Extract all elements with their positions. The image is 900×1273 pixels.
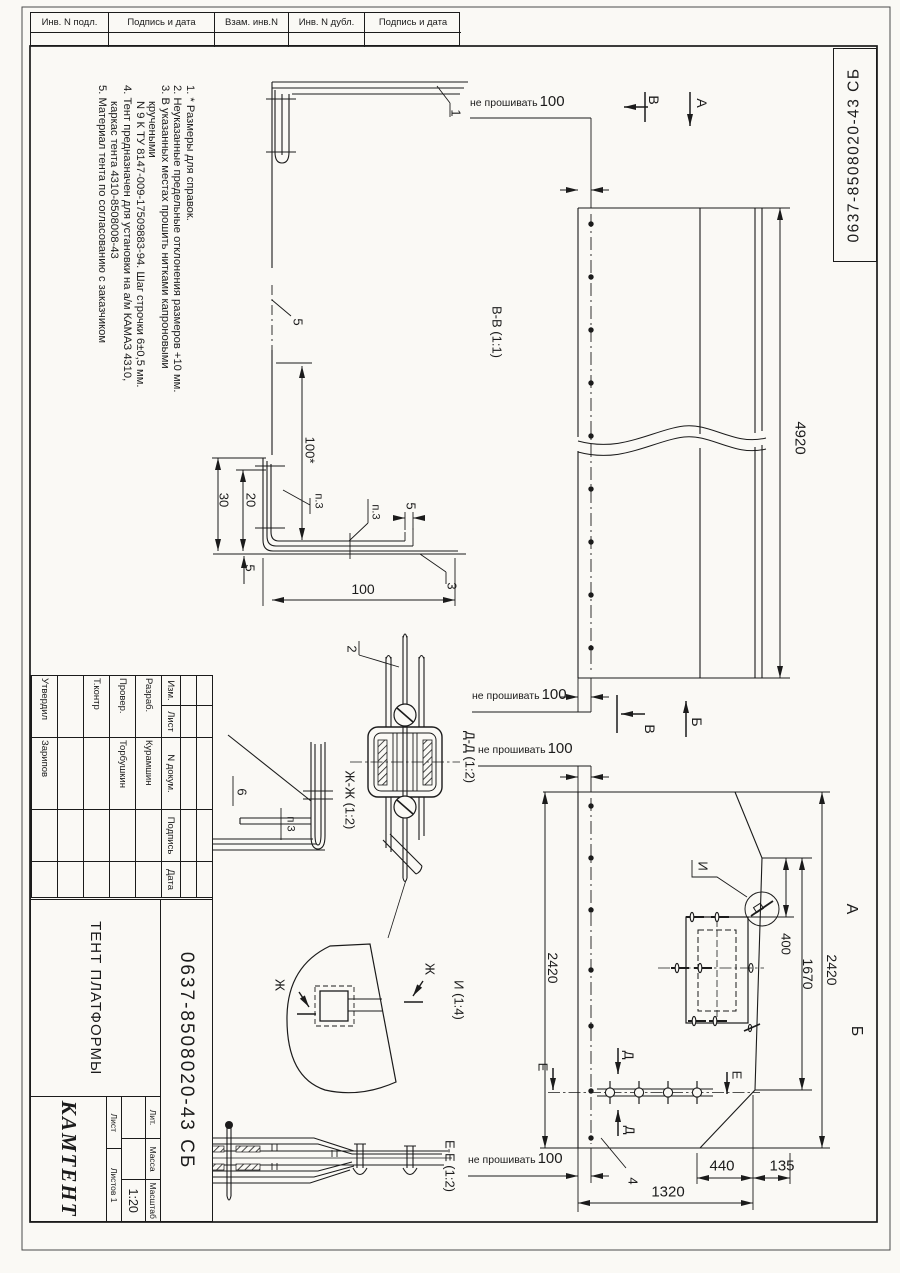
strip-cell: Подпись и дата xyxy=(365,13,461,33)
view-main-panel xyxy=(470,92,790,737)
strip-cell: Инв. N дубл. xyxy=(289,13,365,33)
stitch-note-p3-1: п.3 xyxy=(312,493,325,509)
item-6: 6 xyxy=(234,788,250,796)
dim-135: 135 xyxy=(769,1157,795,1175)
dim-4920: 4920 xyxy=(791,421,809,455)
title-block-right xyxy=(31,900,212,1221)
no-stitch-note-4: не прошивать 100 xyxy=(468,1150,563,1167)
view-letter-a: А xyxy=(843,903,860,915)
mark-zh-right: Ж xyxy=(422,962,438,976)
no-stitch-note-2: не прошивать 100 xyxy=(472,686,567,703)
note-line: 3. В указанных местах прошить нитками капроновыми xyxy=(158,85,171,369)
mark-a-top: А xyxy=(694,98,710,108)
tb-h-ndokum: N докум. xyxy=(161,738,180,810)
tb-name xyxy=(57,738,83,810)
item-3: 3 xyxy=(444,582,460,590)
note-line: 1. * Размеры для справок. xyxy=(184,85,196,221)
view-i-flap xyxy=(287,944,423,1093)
dim-440: 440 xyxy=(709,1157,735,1175)
tb-h-list: Лист xyxy=(161,706,180,738)
tb-sheets-label: Листов 1 xyxy=(109,1167,119,1203)
tb-sheet-label: Лист xyxy=(107,1097,121,1149)
pin xyxy=(225,1121,233,1200)
mark-d-lower: Д xyxy=(622,1125,638,1135)
dim-1670: 1670 xyxy=(800,958,816,990)
mark-i: И xyxy=(695,861,711,871)
dim-5-right: 5 xyxy=(403,502,419,510)
no-stitch-note-3: не прошивать 100 xyxy=(478,740,573,757)
mark-e-left: Е xyxy=(535,1062,551,1072)
toggle-fasteners xyxy=(671,912,753,1025)
dim-100-section: 100 xyxy=(351,581,375,597)
tb-name xyxy=(83,738,109,810)
tb-h-podpis: Подпись xyxy=(161,810,180,862)
view-label-dd: Д-Д (1:2) xyxy=(462,730,478,784)
view-label-zhzh: Ж-Ж (1:2) xyxy=(342,770,358,830)
tb-name: Зарипов xyxy=(31,738,57,810)
note-line: 5. Материал тента по согласованию с заказчиком xyxy=(95,85,108,344)
view-letter-b: Б xyxy=(848,1025,865,1037)
tb-mass-label: Масса xyxy=(146,1139,160,1181)
item-4: 4 xyxy=(625,1177,641,1185)
view-label-ee: Е-Е (1:2) xyxy=(442,1139,458,1193)
rivets xyxy=(353,1144,417,1175)
view-end-panel xyxy=(468,766,830,1212)
note-line: 4. Тент предназначен для установки на а/м КАМАЗ 4310, xyxy=(121,85,134,382)
corner-doc-number: 0637-8508020-43 СБ xyxy=(846,67,863,243)
notes-block xyxy=(94,85,196,638)
note-line: 2. Неуказанные предельные отклонения размеров +10 мм. xyxy=(171,85,184,393)
margin-strip xyxy=(30,12,460,46)
mark-e-right: Е xyxy=(729,1070,745,1080)
view-label-i: И (1:4) xyxy=(451,980,467,1020)
mark-d-upper: Д xyxy=(621,1050,637,1060)
tb-h-data: Дата xyxy=(161,862,180,898)
tb-role: Т.контр xyxy=(83,676,109,738)
doc-number: 0637-8508020-43 СБ xyxy=(160,900,212,1221)
view-bb-section xyxy=(212,82,468,606)
tb-name: Торбушкин xyxy=(109,738,135,810)
dim-20: 20 xyxy=(243,492,259,508)
dim-100-star: 100* xyxy=(302,436,318,464)
tb-lit-label: Лит. xyxy=(146,1097,160,1139)
dim-5-left: 5 xyxy=(242,564,258,572)
strip-cell: Взам. инв.N xyxy=(215,13,289,33)
title-block xyxy=(30,675,213,1222)
dim-400: 400 xyxy=(778,933,794,955)
mark-v-top: В xyxy=(646,95,662,105)
dim-2420-left: 2420 xyxy=(545,952,561,984)
view-ee-seam xyxy=(196,1121,452,1200)
mark-v-bottom: В xyxy=(642,724,658,734)
title-block-left xyxy=(31,676,212,900)
tb-scale-label: Масштаб xyxy=(148,1182,158,1219)
dim-1320: 1320 xyxy=(651,1183,685,1201)
no-stitch-note-1: не прошивать 100 xyxy=(470,93,565,110)
view-dd-hem xyxy=(206,735,333,850)
tb-role: Провер. xyxy=(109,676,135,738)
tb-role xyxy=(57,676,83,738)
corner-stamp xyxy=(833,48,877,262)
item-1: 1 xyxy=(448,109,464,117)
mark-zh-left: Ж xyxy=(272,978,288,992)
view-label-bb: В-В (1:1) xyxy=(489,305,505,359)
tb-role: Разраб. xyxy=(135,676,161,738)
tb-scale-value: 1:20 xyxy=(126,1188,141,1213)
strip-cell: Инв. N подл. xyxy=(31,13,109,33)
view-zhzh-buckle xyxy=(350,634,460,938)
tb-h-izm: Изм. xyxy=(161,676,180,706)
item-5: 5 xyxy=(290,318,306,326)
tb-role: Утвердил xyxy=(31,676,57,738)
dim-30: 30 xyxy=(216,492,232,508)
drawing-title: ТЕНТ ПЛАТФОРМЫ xyxy=(31,900,160,1097)
company-name: КАМТЕНТ xyxy=(57,1100,81,1218)
stitch-note-p3-2: п.3 xyxy=(369,504,382,520)
item-2: 2 xyxy=(344,645,360,653)
tb-name: Курамшин xyxy=(135,738,161,810)
mark-b-mid: Б xyxy=(689,717,705,727)
note-line: каркас тента 4310-8508008-43 xyxy=(108,101,121,259)
strip-cell: Подпись и дата xyxy=(109,13,215,33)
stitch-note-p3-3: п.3 xyxy=(284,816,297,832)
note-line: кручеными xyxy=(146,101,159,158)
dim-2420-right: 2420 xyxy=(824,954,840,986)
note-line: N 9 К ТУ 8147-009-17509883-94. Шаг строчки 6±0,5 мм. xyxy=(133,101,146,388)
